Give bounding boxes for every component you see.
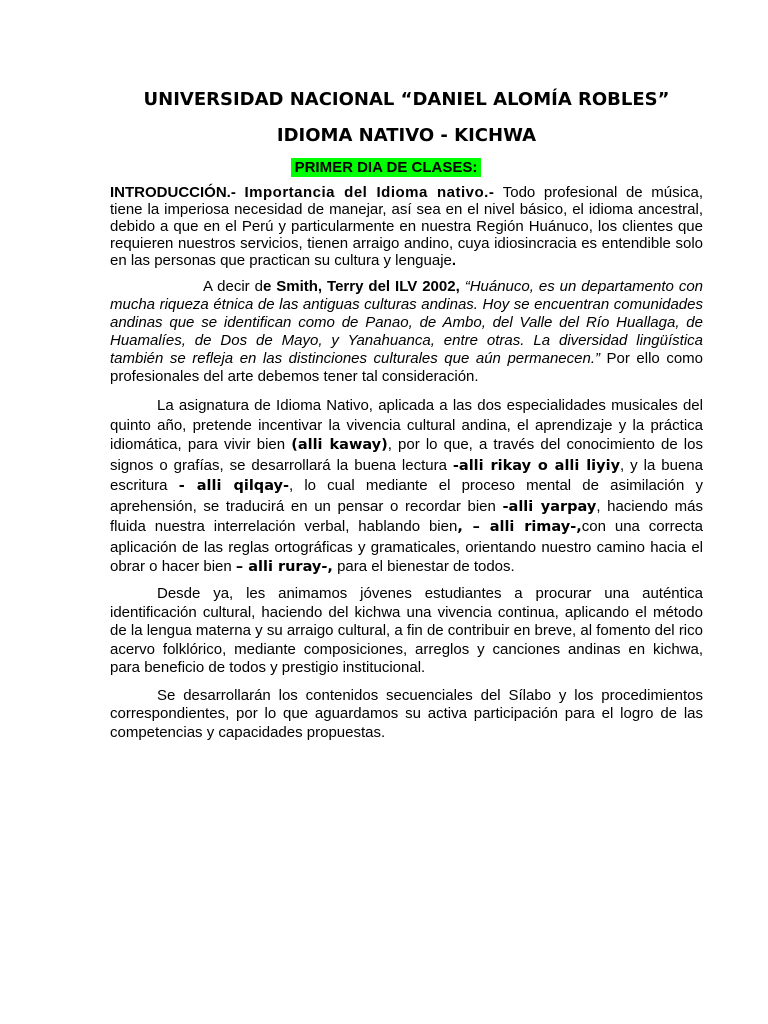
intro-heading-run: INTRODUCCIÓN.- (110, 184, 245, 201)
section-label-highlight: PRIMER DIA DE CLASES: (291, 158, 482, 177)
body-text-run: Se desarrollarán los contenidos secuenciales del Sílabo y los procedimientos correspondientes, por lo que aguardamos su activa participación para el logro de las competencias y capacidades propuestas. (110, 686, 703, 741)
body-text-run: para el bienestar de todos. (332, 558, 515, 575)
kichwa-term-run: -alli yarpay (502, 498, 597, 515)
body-text-run: Desde ya, les animamos jóvenes estudiantes a procurar una auténtica identificación cultural, haciendo del kichwa una vivencia continua, aplicando el método de la lengua materna y su arraigo cultural, a fin de contribuir en breve, al fomento del rico acervo folklórico, mediante composiciones, arreglos y canciones andinas en kichwa, para beneficio de todos y prestigio institucional. (110, 585, 703, 676)
body-text-run: , por lo que, a través del conocimiento de los signos o grafías, se desarrollará la buena lectura (110, 436, 703, 474)
citation-author-run: e Smith, Terry del ILV 2002, (262, 278, 465, 295)
body-text-run: , y la buena escritura (110, 456, 703, 494)
quote-run: “Huánuco, es un departamento con mucha riqueza étnica de las antiguas culturas andinas. Hoy se encuentran comunidades andinas que se identifican como de Panao, de Ambo, del Valle del Río Huallaga, de Huamalíes, de Dos de Mayo, y Yanahuanca, entre otras. La diversidad lingüística también se refleja en las distinciones culturales que aún permanecen.” (110, 278, 704, 367)
section-label-row (110, 158, 703, 177)
document-subtitle: IDIOMA NATIVO - KICHWA (276, 125, 537, 146)
body-text-run: Todo profesional de música, tiene la imperiosa necesidad de manejar, así sea en el nivel básico, el idioma ancestral, debido a que en el Perú y particularmente en nuestra Región Huánuco, los clientes que requieren nuestros servicios, tienen arraigo andino, cuya idiosincracia es entendible solo en las personas que practican su cultura y lenguaje (110, 184, 703, 269)
body-text-run: , haciendo más fluida nuestra interrelación verbal, hablando bien (110, 497, 703, 535)
body-text-run: A decir d (203, 278, 263, 295)
kichwa-term-run: – alli ruray-, (235, 559, 333, 575)
document-body (110, 184, 703, 742)
paragraph-introduccion (110, 184, 703, 269)
paragraph-cita (110, 278, 703, 386)
body-text-run: con una correcta aplicación de las reglas ortográficas y gramaticales, orientando nuestro camino hacia el obrar o hacer bien (110, 518, 703, 575)
kichwa-term-run: - alli qilqay- (178, 478, 289, 494)
paragraph-exhortacion (110, 585, 703, 678)
intro-topic-run: Importancia del Idioma nativo.- (244, 184, 495, 201)
paragraph-asignatura (110, 396, 703, 578)
document-title: UNIVERSIDAD NACIONAL “DANIEL ALOMÍA ROBLES” (143, 89, 670, 110)
paragraph-cierre (110, 687, 703, 743)
kichwa-term-run: -alli rikay o alli liyiy (452, 457, 621, 474)
kichwa-term-run: (alli kaway) (291, 437, 388, 453)
body-text-run: La asignatura de Idioma Nativo, aplicada a las dos especialidades musicales del quinto año, pretende incentivar la vivencia cultural andina, el aprendizaje y la práctica idiomática, para vivir bien (110, 397, 703, 453)
kichwa-term-run: , – alli rimay-, (457, 519, 582, 535)
closing-period-run: . (451, 252, 457, 269)
body-text-run: Por ello como profesionales del arte debemos tener tal consideración. (110, 350, 704, 385)
body-text-run: , lo cual mediante el proceso mental de asimilación y aprehensión, se traducirá en un pensar o recordar bien (110, 477, 703, 515)
